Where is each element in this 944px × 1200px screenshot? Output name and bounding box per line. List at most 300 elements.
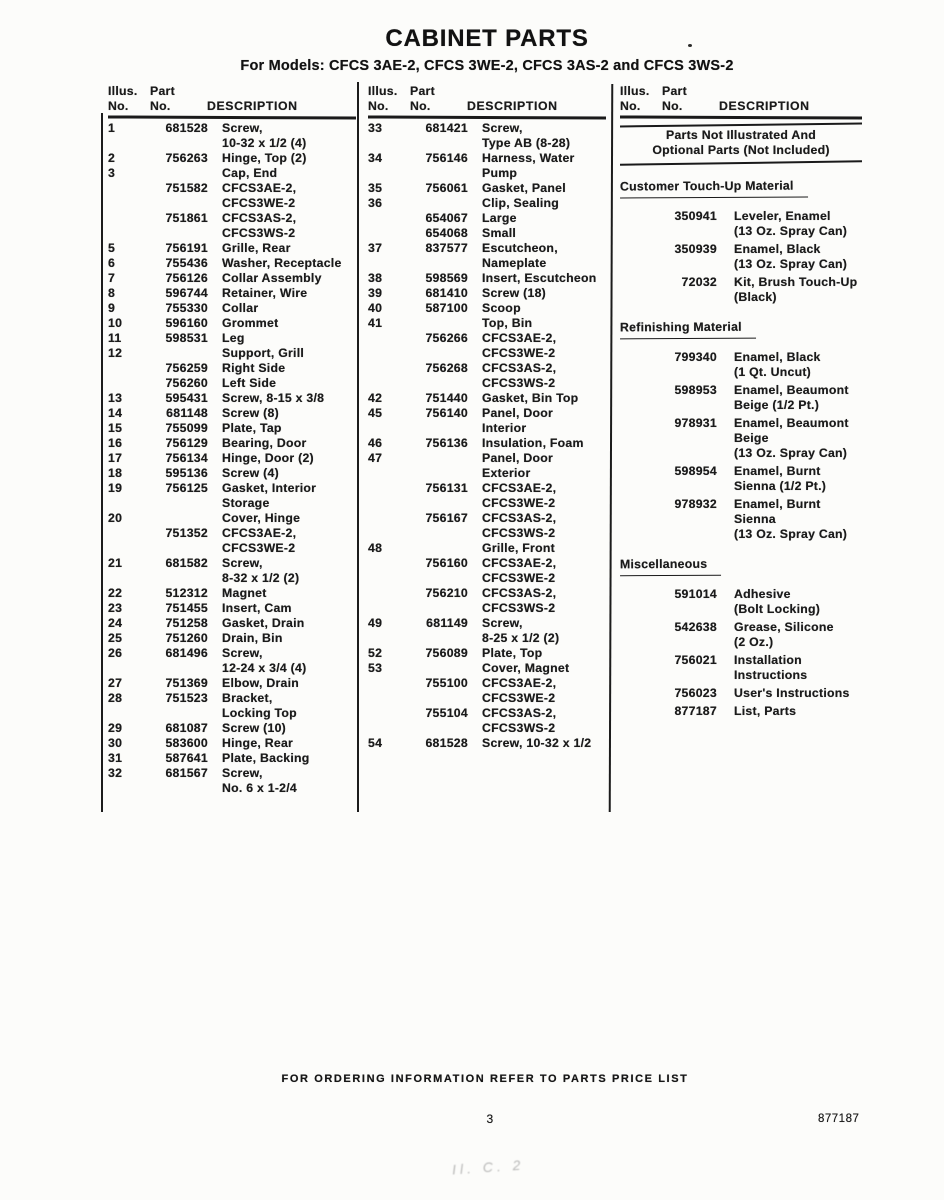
part-description <box>208 481 356 511</box>
header-illus-label: Illus. <box>108 84 138 98</box>
description-line: (13 Oz. Spray Can) <box>734 223 848 238</box>
illus-no: 38 <box>368 270 383 285</box>
handwritten-scan-mark: Il. C. 2 <box>451 1156 525 1178</box>
parts-section <box>620 179 862 305</box>
part-no: 756259 <box>165 360 208 375</box>
parts-row <box>108 316 356 331</box>
parts-row <box>108 271 356 286</box>
parts-row <box>368 586 606 616</box>
part-description <box>468 301 606 316</box>
description-line: Drain, Bin <box>222 630 283 645</box>
parts-row <box>108 256 356 271</box>
parts-row <box>368 406 606 436</box>
part-no: 751861 <box>165 210 208 225</box>
column-separator-2 <box>609 84 614 812</box>
part-description <box>208 691 356 721</box>
header-description-label: DESCRIPTION <box>719 99 810 113</box>
parts-row <box>108 166 356 181</box>
illus-no: 6 <box>108 255 116 270</box>
part-description <box>208 406 356 421</box>
description-line: Screw, <box>222 765 263 780</box>
part-no: 751352 <box>165 525 208 540</box>
description-line: (13 Oz. Spray Can) <box>734 445 848 460</box>
part-description <box>208 211 356 241</box>
description-line: Sienna (1/2 Pt.) <box>734 478 827 493</box>
description-line: Hinge, Rear <box>222 735 294 750</box>
parts-row <box>620 209 862 239</box>
parts-row <box>368 241 606 271</box>
part-no: 595431 <box>165 390 208 405</box>
description-line: CFCS3AS-2, <box>482 705 557 720</box>
part-no <box>410 451 468 481</box>
description-line: Right Side <box>222 360 286 375</box>
part-no: 756140 <box>425 405 468 420</box>
part-description <box>468 556 606 586</box>
part-no: 756023 <box>674 685 717 700</box>
description-line: Screw, 10-32 x 1/2 <box>482 735 592 750</box>
part-no: 595136 <box>165 465 208 480</box>
parts-row <box>620 620 862 650</box>
description-line: Cover, Magnet <box>482 660 570 675</box>
description-line: CFCS3WE-2 <box>482 495 556 510</box>
description-line: Small <box>482 225 517 240</box>
part-no <box>410 541 468 556</box>
description-line: Leveler, Enamel <box>734 208 831 223</box>
description-line: Type AB (8-28) <box>482 135 571 150</box>
part-description <box>208 331 356 346</box>
illus-no: 17 <box>108 450 123 465</box>
parts-row <box>368 226 606 241</box>
part-description <box>717 275 862 305</box>
section-title: Miscellaneous <box>620 556 721 576</box>
description-line: Washer, Receptacle <box>222 255 342 270</box>
parts-row <box>620 350 862 380</box>
illus-no: 37 <box>368 240 383 255</box>
part-no: 681496 <box>165 645 208 660</box>
parts-row <box>368 151 606 181</box>
part-description <box>208 616 356 631</box>
description-line: CFCS3WE-2 <box>482 345 556 360</box>
description-line: Large <box>482 210 517 225</box>
part-no: 799340 <box>674 349 717 364</box>
parts-row <box>108 721 356 736</box>
part-no: 598954 <box>674 463 717 478</box>
illus-no: 30 <box>108 735 123 750</box>
part-no: 755436 <box>165 255 208 270</box>
ordering-note: FOR ORDERING INFORMATION REFER TO PARTS PRICE LIST <box>281 1073 689 1085</box>
parts-row <box>108 481 356 511</box>
description-line: (Black) <box>734 289 777 304</box>
parts-row <box>368 556 606 586</box>
illus-no: 52 <box>368 645 383 660</box>
part-no: 587100 <box>425 300 468 315</box>
parts-row <box>108 751 356 766</box>
part-no: 756131 <box>425 480 468 495</box>
part-description <box>208 556 356 586</box>
illus-no: 29 <box>108 720 123 735</box>
illus-no: 36 <box>368 195 383 210</box>
part-description <box>468 226 606 241</box>
description-line: Gasket, Panel <box>482 180 566 195</box>
description-line: Screw (18) <box>482 285 547 300</box>
parts-row <box>108 391 356 406</box>
illus-no <box>368 481 410 511</box>
column-separator-1 <box>357 82 359 812</box>
left-border-rule <box>101 113 103 812</box>
part-no: 755099 <box>165 420 208 435</box>
description-line: Bracket, <box>222 690 273 705</box>
description-line: 8-25 x 1/2 (2) <box>482 630 560 645</box>
part-description <box>468 316 606 331</box>
section-title: Customer Touch-Up Material <box>620 178 808 198</box>
parts-row <box>368 541 606 556</box>
header-description-label: DESCRIPTION <box>467 99 558 113</box>
part-description <box>208 361 356 376</box>
illus-no: 18 <box>108 465 123 480</box>
description-line: CFCS3AE-2, <box>482 675 557 690</box>
parts-row <box>368 661 606 676</box>
part-no: 591014 <box>674 586 717 601</box>
part-description <box>208 286 356 301</box>
part-description <box>468 736 606 751</box>
parts-row <box>108 691 356 721</box>
part-no: 978932 <box>674 496 717 511</box>
part-no <box>410 196 468 211</box>
part-description <box>468 511 606 541</box>
parts-section <box>620 557 862 719</box>
part-no: 751455 <box>165 600 208 615</box>
description-line: Adhesive <box>734 586 791 601</box>
description-line: Bearing, Door <box>222 435 307 450</box>
part-description <box>208 631 356 646</box>
description-line: 10-32 x 1/2 (4) <box>222 135 307 150</box>
parts-row <box>108 151 356 166</box>
part-no: 598953 <box>674 382 717 397</box>
header-no-label: No. <box>108 99 129 113</box>
header-part-label: Part <box>150 84 175 98</box>
description-line: Nameplate <box>482 255 547 270</box>
parts-row <box>368 121 606 151</box>
parts-section <box>620 320 862 542</box>
illus-no: 12 <box>108 345 123 360</box>
parts-row <box>108 466 356 481</box>
description-line: Left Side <box>222 375 277 390</box>
illus-no: 1 <box>108 120 116 135</box>
part-description <box>468 661 606 676</box>
header-part-label: Part <box>410 84 435 98</box>
parts-row <box>108 406 356 421</box>
illus-no: 35 <box>368 180 383 195</box>
optional-parts-sections <box>620 179 862 719</box>
illus-no: 46 <box>368 435 383 450</box>
header-rule <box>108 115 356 119</box>
description-line: Cover, Hinge <box>222 510 301 525</box>
header-no-label: No. <box>410 99 431 113</box>
part-no: 512312 <box>165 585 208 600</box>
section-title: Refinishing Material <box>620 319 756 339</box>
part-no: 756160 <box>425 555 468 570</box>
part-description <box>208 271 356 286</box>
part-description <box>208 466 356 481</box>
description-line: (13 Oz. Spray Can) <box>734 526 848 541</box>
description-line: Escutcheon, <box>482 240 558 255</box>
description-line: CFCS3AE-2, <box>482 480 557 495</box>
parts-row <box>620 464 862 494</box>
header-no-label: No. <box>368 99 389 113</box>
part-description <box>468 391 606 406</box>
part-no <box>150 346 208 361</box>
part-description <box>717 383 862 413</box>
part-description <box>717 350 862 380</box>
part-description <box>717 209 862 239</box>
parts-row <box>368 676 606 706</box>
illus-no: 20 <box>108 510 123 525</box>
section-items <box>620 209 862 305</box>
part-no: 756021 <box>674 652 717 667</box>
part-no: 654067 <box>425 210 468 225</box>
part-no <box>410 661 468 676</box>
models-subtitle: For Models: CFCS 3AE-2, CFCS 3WE-2, CFCS 3AS-2 and CFCS 3WS-2 <box>240 58 734 74</box>
header-rule <box>620 115 862 119</box>
part-description <box>717 464 862 494</box>
description-line: Plate, Tap <box>222 420 282 435</box>
description-line: CFCS3WS-2 <box>482 600 556 615</box>
illus-no: 26 <box>108 645 123 660</box>
part-description <box>717 497 862 542</box>
part-description <box>208 421 356 436</box>
description-line: CFCS3AS-2, <box>222 210 297 225</box>
description-line: Enamel, Burnt <box>734 463 821 478</box>
part-description <box>208 181 356 211</box>
part-description <box>717 653 862 683</box>
parts-row <box>620 383 862 413</box>
parts-row <box>108 646 356 676</box>
parts-row <box>108 766 356 796</box>
part-no: 681582 <box>165 555 208 570</box>
illus-no: 19 <box>108 480 123 495</box>
description-line: Enamel, Black <box>734 349 821 364</box>
illus-no: 34 <box>368 150 383 165</box>
illus-no: 39 <box>368 285 383 300</box>
part-description <box>717 620 862 650</box>
description-line: (Bolt Locking) <box>734 601 821 616</box>
parts-row <box>368 481 606 511</box>
description-line: Insert, Cam <box>222 600 292 615</box>
description-line: Locking Top <box>222 705 297 720</box>
parts-row <box>108 436 356 451</box>
description-line: Grease, Silicone <box>734 619 834 634</box>
parts-row <box>108 526 356 556</box>
part-description <box>468 286 606 301</box>
part-no: 596160 <box>165 315 208 330</box>
description-line: Plate, Top <box>482 645 543 660</box>
part-description <box>717 704 862 719</box>
illus-no <box>108 211 150 241</box>
header-illus-label: Illus. <box>620 84 650 98</box>
header-illus-label: Illus. <box>368 84 398 98</box>
description-line: List, Parts <box>734 703 797 718</box>
description-line: CFCS3WS-2 <box>482 525 556 540</box>
part-description <box>468 481 606 511</box>
part-description <box>468 541 606 556</box>
illus-no <box>108 361 150 376</box>
description-line: Support, Grill <box>222 345 305 360</box>
description-line: Insert, Escutcheon <box>482 270 597 285</box>
description-line: Gasket, Bin Top <box>482 390 579 405</box>
parts-row <box>108 451 356 466</box>
illus-no: 22 <box>108 585 123 600</box>
illus-no: 13 <box>108 390 123 405</box>
description-line: Pump <box>482 165 518 180</box>
description-line: Cap, End <box>222 165 278 180</box>
description-line: Beige (1/2 Pt.) <box>734 397 820 412</box>
part-no: 681410 <box>425 285 468 300</box>
parts-row <box>108 241 356 256</box>
parts-column-2 <box>368 84 606 751</box>
illus-no: 24 <box>108 615 123 630</box>
parts-row <box>108 421 356 436</box>
not-illustrated-note <box>620 124 862 164</box>
parts-row <box>108 211 356 241</box>
parts-row <box>108 631 356 646</box>
description-line: Instructions <box>734 667 808 682</box>
part-description <box>468 361 606 391</box>
parts-rows <box>368 121 606 751</box>
part-no: 751260 <box>165 630 208 645</box>
header-no-label: No. <box>662 99 683 113</box>
part-description <box>717 587 862 617</box>
part-no: 756061 <box>425 180 468 195</box>
part-description <box>208 301 356 316</box>
description-line: Kit, Brush Touch-Up <box>734 274 858 289</box>
illus-no <box>108 526 150 556</box>
description-line: Panel, Door <box>482 450 554 465</box>
part-description <box>468 646 606 661</box>
parts-row <box>108 616 356 631</box>
part-description <box>468 451 606 481</box>
part-description <box>468 436 606 451</box>
parts-row <box>368 331 606 361</box>
description-line: Enamel, Black <box>734 241 821 256</box>
description-line: CFCS3WS-2 <box>482 375 556 390</box>
part-description <box>468 331 606 361</box>
part-no: 751369 <box>165 675 208 690</box>
description-line: Gasket, Interior <box>222 480 317 495</box>
parts-row <box>620 686 862 701</box>
part-description <box>468 181 606 196</box>
part-no: 756260 <box>165 375 208 390</box>
description-line: CFCS3AS-2, <box>482 510 557 525</box>
part-no: 681087 <box>165 720 208 735</box>
description-line: Insulation, Foam <box>482 435 584 450</box>
header-no-label: No. <box>620 99 641 113</box>
parts-row <box>368 301 606 316</box>
part-description <box>208 451 356 466</box>
part-description <box>468 406 606 436</box>
parts-row <box>108 181 356 211</box>
part-no: 756210 <box>425 585 468 600</box>
parts-row <box>108 346 356 361</box>
description-line: Scoop <box>482 300 521 315</box>
part-description <box>208 121 356 151</box>
description-line: User's Instructions <box>734 685 850 700</box>
part-description <box>208 736 356 751</box>
illus-no: 14 <box>108 405 123 420</box>
part-description <box>468 271 606 286</box>
part-no: 587641 <box>165 750 208 765</box>
part-description <box>468 676 606 706</box>
illus-no <box>368 226 410 241</box>
page-title: CABINET PARTS <box>385 25 589 52</box>
part-no: 756191 <box>165 240 208 255</box>
illus-no: 3 <box>108 165 116 180</box>
part-description <box>208 676 356 691</box>
parts-row <box>368 316 606 331</box>
part-description <box>468 616 606 646</box>
part-description <box>208 436 356 451</box>
part-description <box>208 766 356 796</box>
page-number: 3 <box>486 1112 494 1126</box>
part-no: 751523 <box>165 690 208 705</box>
part-no: 756125 <box>165 480 208 495</box>
description-line: CFCS3AE-2, <box>482 555 557 570</box>
illus-no: 47 <box>368 450 383 465</box>
part-no: 681148 <box>166 405 208 420</box>
header-description-label: DESCRIPTION <box>207 99 298 113</box>
parts-row <box>620 242 862 272</box>
part-description <box>208 526 356 556</box>
illus-no <box>368 706 410 736</box>
part-no: 681421 <box>425 120 468 135</box>
illus-no: 31 <box>108 750 123 765</box>
parts-row <box>620 275 862 305</box>
description-line: Retainer, Wire <box>222 285 308 300</box>
illus-no: 32 <box>108 765 123 780</box>
description-line: Panel, Door <box>482 405 554 420</box>
parts-row <box>108 301 356 316</box>
part-description <box>208 376 356 391</box>
description-line: CFCS3WS-2 <box>222 225 296 240</box>
parts-row <box>368 391 606 406</box>
illus-no <box>368 676 410 706</box>
description-line: Hinge, Door (2) <box>222 450 314 465</box>
description-line: (2 Oz.) <box>734 634 774 649</box>
description-line: CFCS3AE-2, <box>222 525 297 540</box>
description-line: Hinge, Top (2) <box>222 150 307 165</box>
illus-no: 21 <box>108 555 123 570</box>
part-description <box>208 646 356 676</box>
parts-row <box>620 704 862 719</box>
illus-no: 2 <box>108 150 116 165</box>
parts-row <box>108 121 356 151</box>
illus-no: 45 <box>368 405 383 420</box>
parts-row <box>620 653 862 683</box>
parts-column-3 <box>620 84 862 722</box>
header-part-label: Part <box>662 84 687 98</box>
part-description <box>468 151 606 181</box>
description-line: Screw, <box>222 645 263 660</box>
parts-row <box>368 286 606 301</box>
parts-row <box>368 646 606 661</box>
illus-no <box>108 376 150 391</box>
part-description <box>208 256 356 271</box>
part-no: 350939 <box>674 241 717 256</box>
description-line: Enamel, Beaumont <box>734 415 849 430</box>
description-line: CFCS3WE-2 <box>222 540 296 555</box>
illus-no: 9 <box>108 300 116 315</box>
note-line-1: Parts Not Illustrated And <box>666 127 816 142</box>
description-line: Grille, Front <box>482 540 555 555</box>
